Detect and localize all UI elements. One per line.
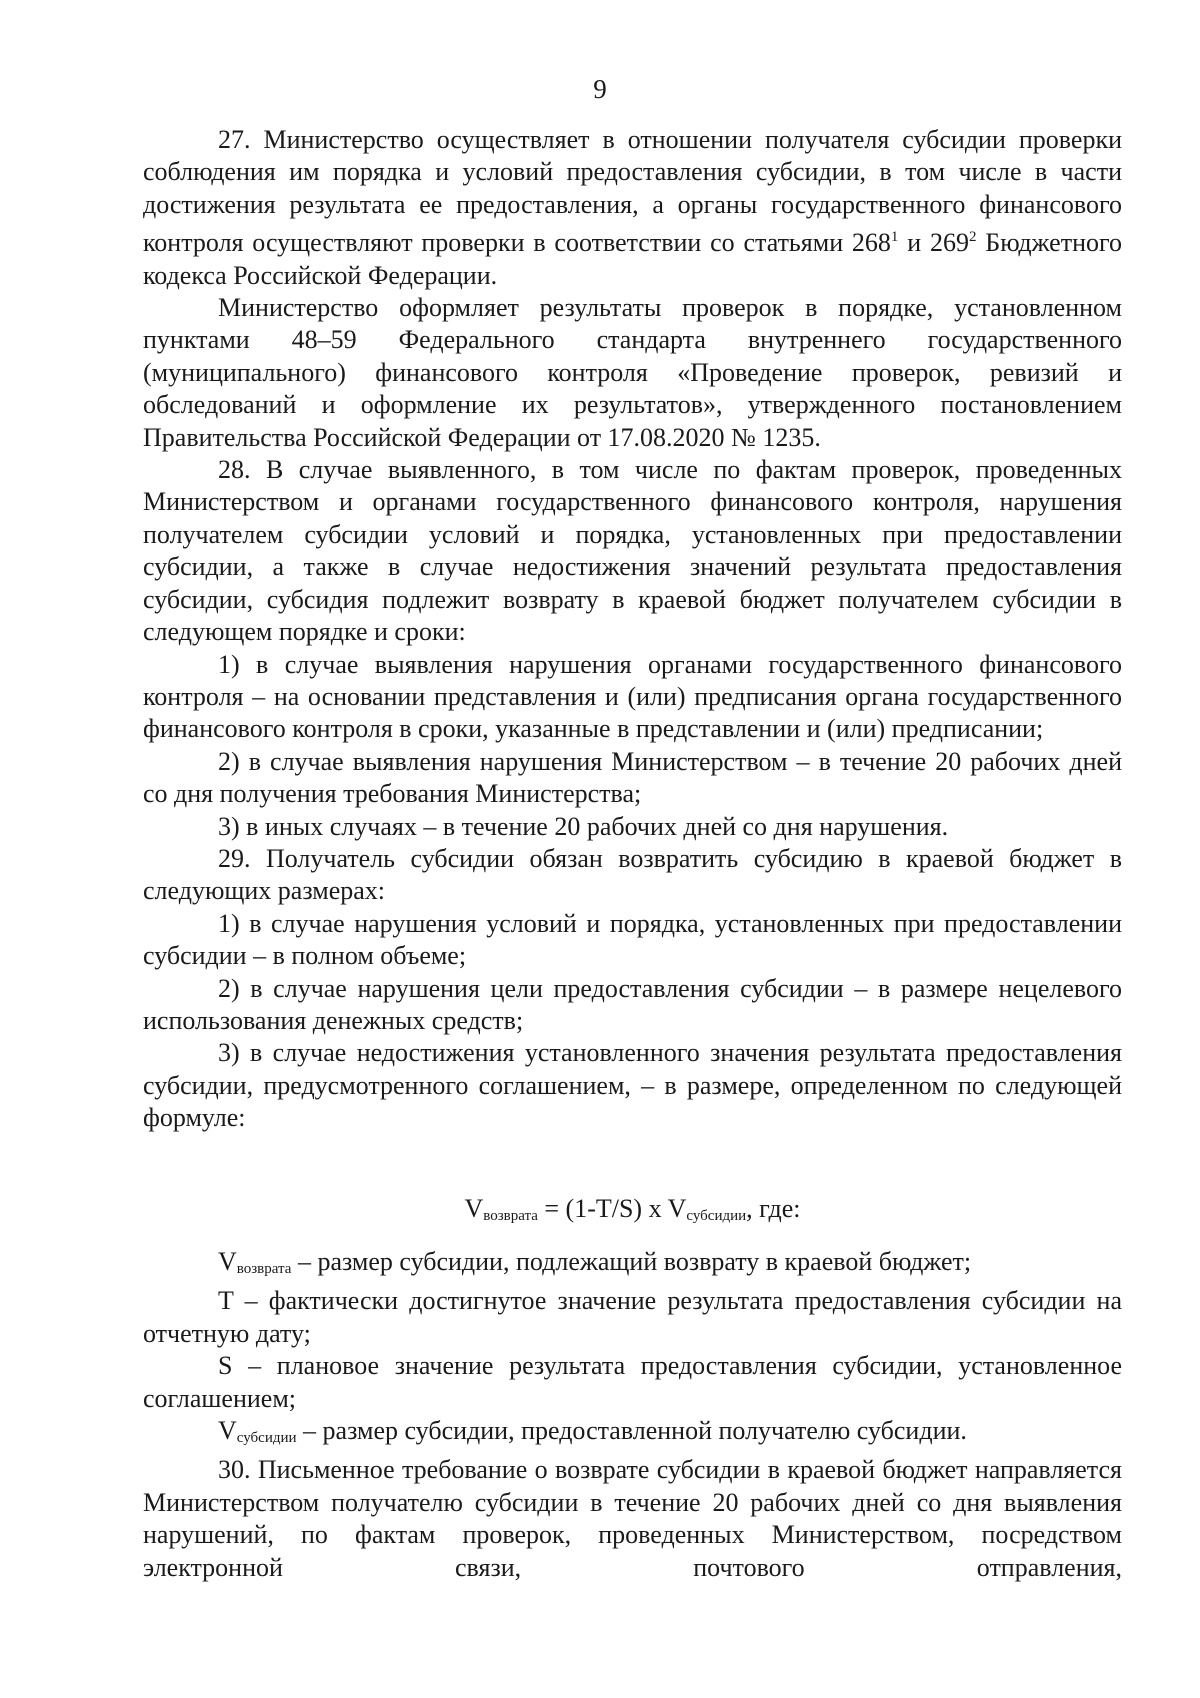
definition-v-subsidy-subscript: субсидии xyxy=(236,1430,297,1447)
footnote-superscript-2: 2 xyxy=(968,229,977,246)
paragraph-29-item-3: 3) в случае недостижения установленного значения результата предоставления субсидии, предусмотренного соглашением, – в размере, определенном по следующей формуле: xyxy=(143,1038,1122,1133)
return-formula xyxy=(143,1193,1122,1232)
formula-lhs-subscript: возврата xyxy=(483,1207,538,1224)
paragraph-27-text-c: Бюджетного кодекса Российской Федерации. xyxy=(143,228,1122,290)
formula-tail: , где: xyxy=(746,1193,801,1223)
paragraph-27-text-a: 27. Министерство осуществляет в отношении получателя субсидии проверки соблюдения им порядка и условий предоставления субсидии, в том числе в части достижения результата ее предоставления, а органы государственного финансового контроля осуществляют проверки в соответствии со статьями 268 xyxy=(143,125,1122,258)
definition-v-subsidy-symbol: V xyxy=(218,1416,237,1446)
definition-v-return-text: – размер субсидии, подлежащий возврату в краевой бюджет; xyxy=(291,1247,972,1276)
definition-v-return-subscript: возврата xyxy=(236,1261,292,1277)
definition-v-subsidy-text: – размер субсидии, предоставленной получателю субсидии. xyxy=(296,1416,967,1446)
definition-v-return xyxy=(143,1246,1122,1285)
definition-v-return-symbol: V xyxy=(218,1247,237,1276)
document-body xyxy=(143,124,1122,1584)
paragraph-29-item-1: 1) в случае нарушения условий и порядка, установленных при предоставлении субсидии – в полном объеме; xyxy=(143,908,1122,971)
paragraph-27-text-b: и 269 xyxy=(898,228,969,258)
definition-s: S – плановое значение результата предоставления субсидии, установленное соглашением; xyxy=(143,1351,1122,1413)
paragraph-27 xyxy=(143,124,1122,292)
paragraph-30: 30. Письменное требование о возврате субсидии в краевой бюджет направляется Министерством получателю субсидии в течение 20 рабочих дней со дня выявления нарушений, по фактам проверок, проведенных Министерством, посредством электронной связи, почтового отправления, xyxy=(143,1455,1122,1582)
definition-t: T – фактически достигнутое значение результата предоставления субсидии на отчетную дату; xyxy=(143,1286,1122,1348)
paragraph-27-results: Министерство оформляет результаты проверок в порядке, установленном пунктами 48–59 Федерального стандарта внутреннего государственного (муниципального) финансового контроля «Проведение проверок, ревизий и обследований и оформление их результатов», утвержденного постановлением Правительства Российской Федерации от 17.08.2020 № 1235. xyxy=(143,293,1122,452)
paragraph-28-item-3: 3) в иных случаях – в течение 20 рабочих дней со дня нарушения. xyxy=(218,811,949,841)
paragraph-29-item-2: 2) в случае нарушения цели предоставления субсидии – в размере нецелевого использования денежных средств; xyxy=(143,973,1122,1035)
paragraph-28-item-1: 1) в случае выявления нарушения органами государственного финансового контроля – на основании представления и (или) предписания органа государственного финансового контроля в сроки, указанные в представлении и (или) предписании; xyxy=(143,649,1122,744)
paragraph-28: 28. В случае выявленного, в том числе по фактам проверок, проведенных Министерством и органами государственного финансового контроля, нарушения получателем субсидии условий и порядка, установленных при предоставлении субсидии, а также в случае недостижения значений результата предоставления субсидии, субсидия подлежит возврату в краевой бюджет получателем субсидии в следующем порядке и сроки: xyxy=(143,455,1122,647)
paragraph-28-item-2: 2) в случае выявления нарушения Министерством – в течение 20 рабочих дней со дня получения требования Министерства; xyxy=(143,746,1122,809)
formula-rhs-subscript: субсидии xyxy=(686,1207,747,1224)
formula-middle: = (1-T/S) x V xyxy=(537,1193,687,1223)
footnote-superscript-1: 1 xyxy=(890,229,899,246)
definition-v-subsidy xyxy=(143,1415,1122,1454)
formula-lhs: V xyxy=(464,1193,484,1223)
paragraph-29: 29. Получатель субсидии обязан возвратить субсидию в краевой бюджет в следующих размерах: xyxy=(143,843,1122,906)
page-number: 9 xyxy=(593,74,607,104)
